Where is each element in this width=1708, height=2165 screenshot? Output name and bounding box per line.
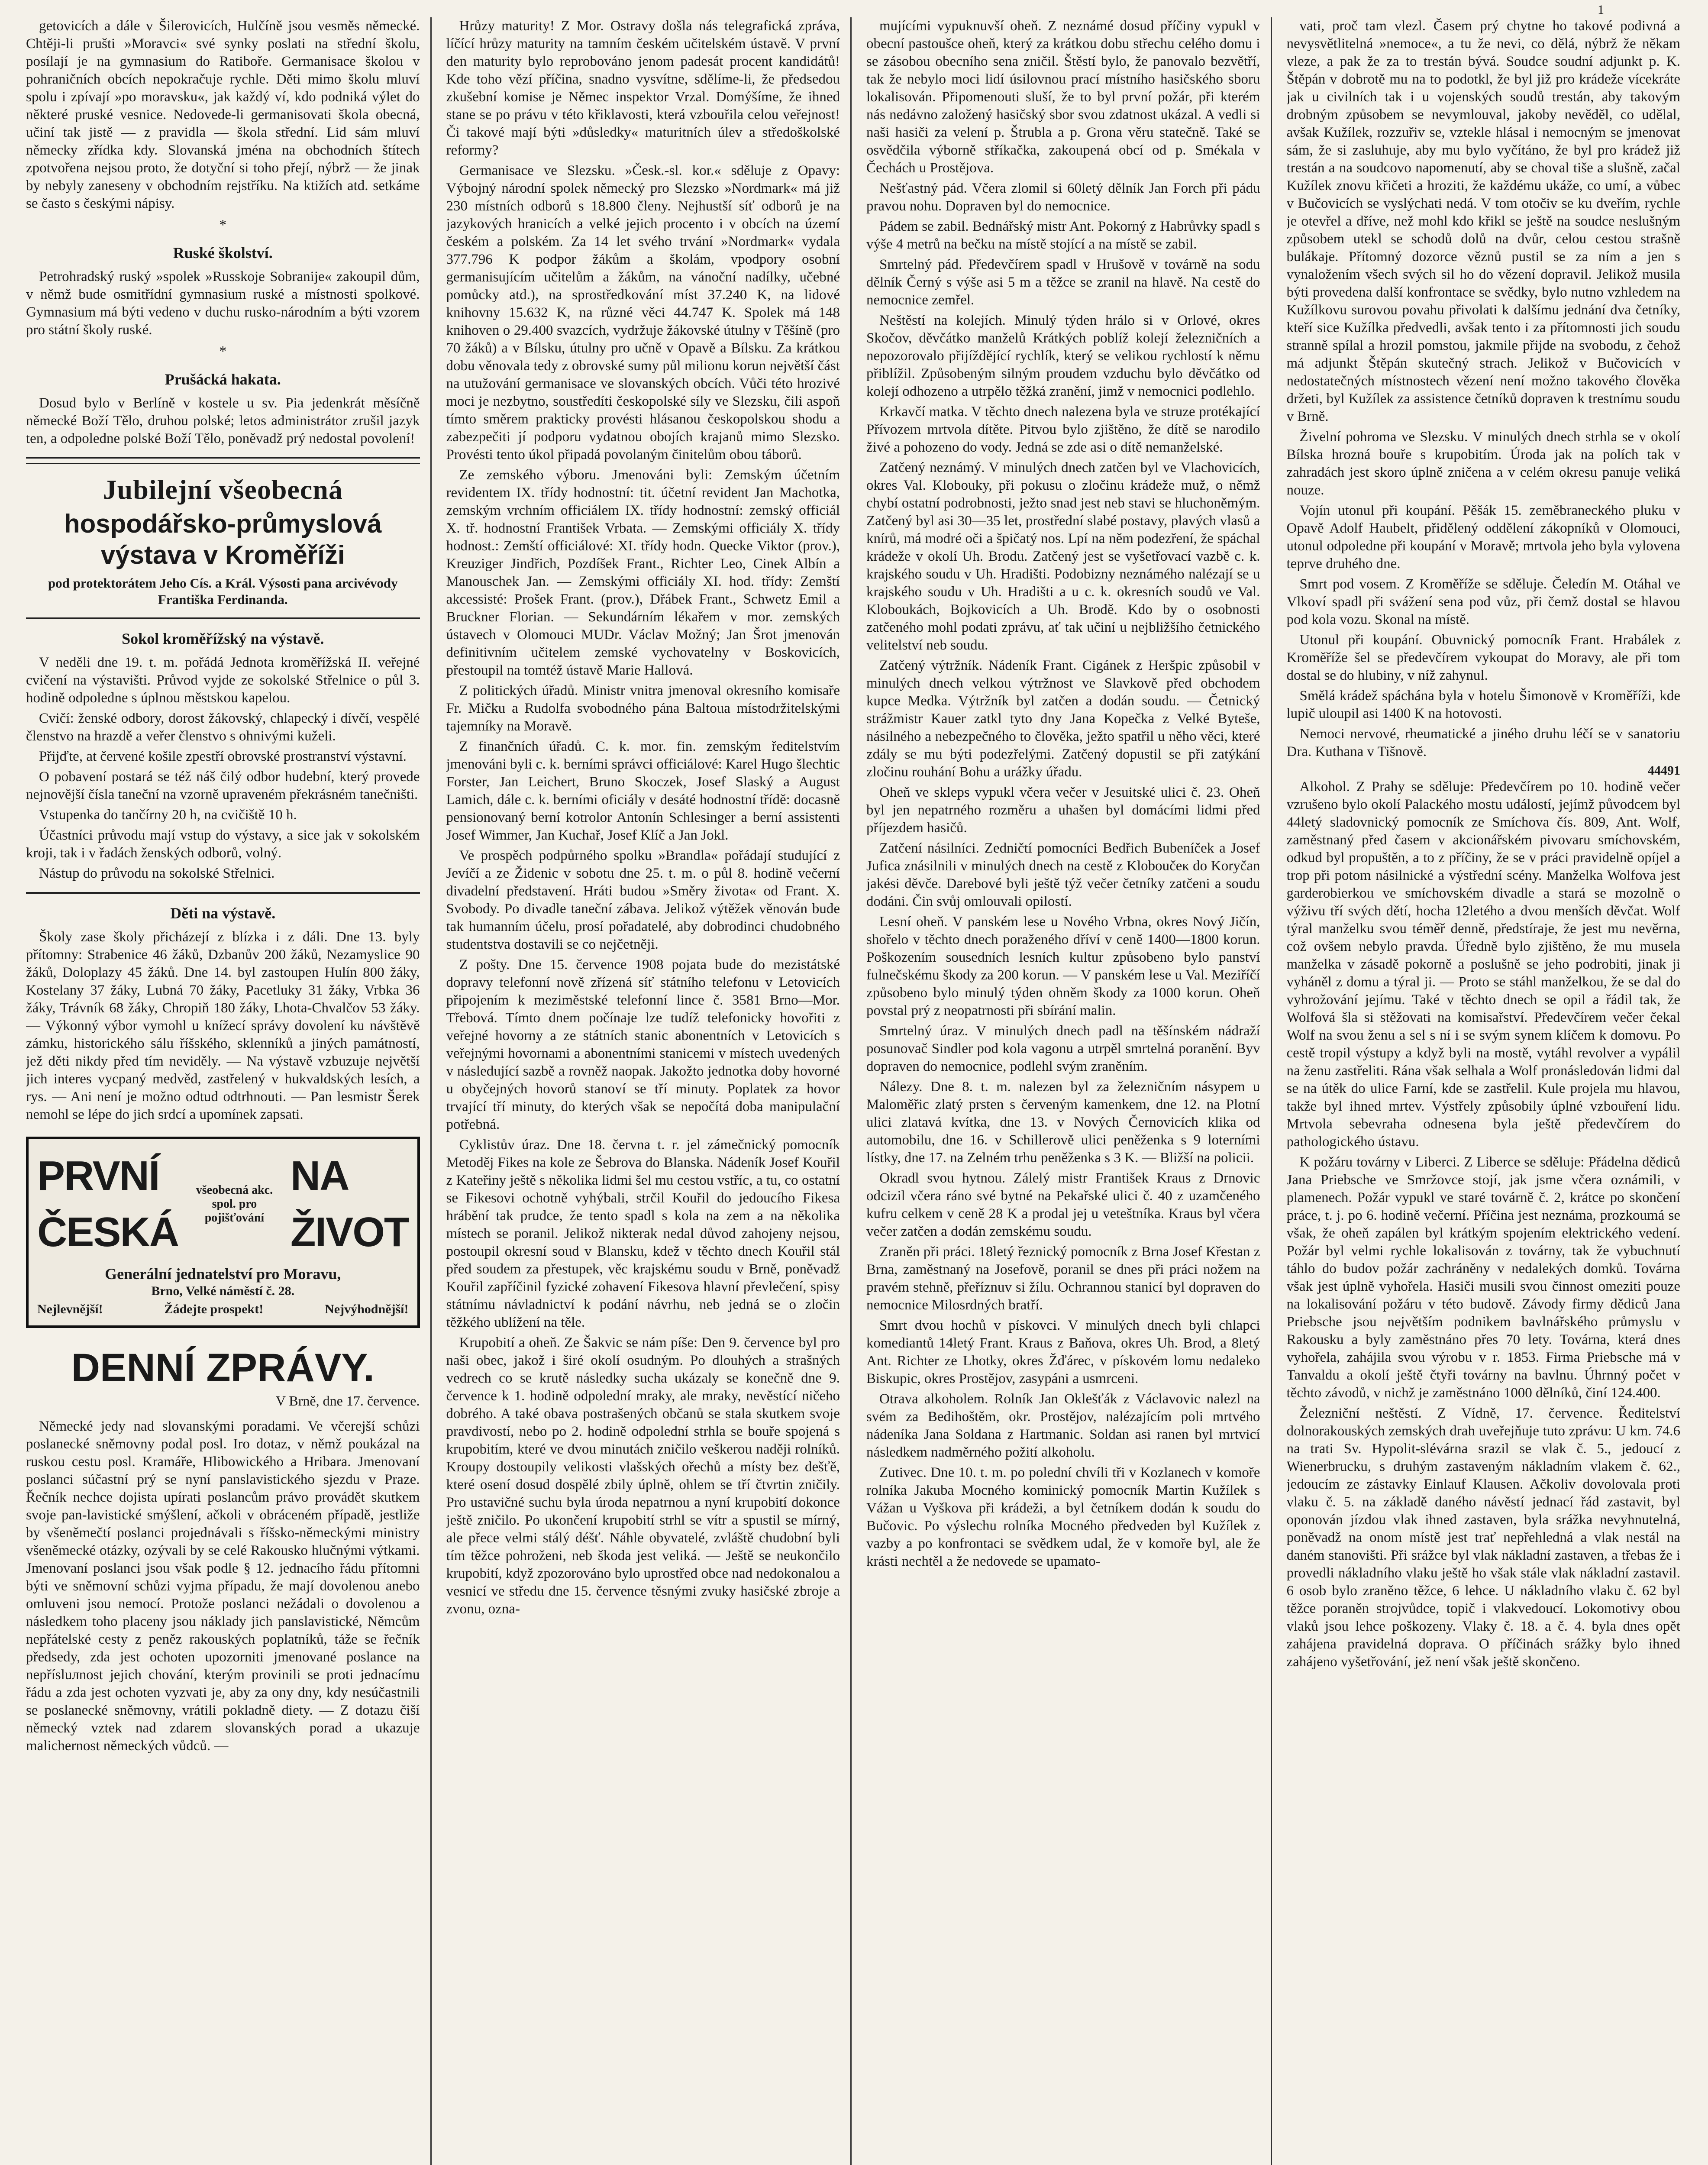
article-krupobiti: Krupobití a oheň. Ze Šakvic se nám píše: Den 9. července byl pro naši obec, jakož i širé okolí osudným. Po dlouhých a strašných vedrech co se krutě následky sucha ukázaly se konečně dne 9. července k 1. hodině odpolední mraky, ale mraky, nevěstící ničeho dobrého. A také obava postrašených občanů se stala skutkem svoje pravdivostí, nebo po 2. hodině odpolední strhla se bouře spojená s krupobitím, které ve dvou minutách zničilo veškerou naději rolníků. Kroupy dostoupily velikosti vlašských ořechů a místy bez dešťě, které osení dosud dospělé zbily úplně, ohlem se tří čtvrtin zničily. Pro ustavičné suchu byla úroda nepatrnou a nyní krupobití dokonce ještě zničilo. Po ukončení krupobití strhl se vítr a spustil se mírný, ale přece velmi stálý déšť. Náhle obyvatelé, zvláště chudobní byli tím těžce pohroženi, neb škoda jest veliká. — Ještě se neukončilo krupobití, když zpozorováno bylo uprostřed obce nad nedokonalou a vesnicí ve středu dne 15. července těsnými zvuky hasičské zbroje a zvonu, ozna- xyxy=(446,1335,840,1617)
column-2 xyxy=(446,17,852,2165)
column-4 xyxy=(1287,17,1691,2165)
ad-footer-right: Nejvýhodnější! xyxy=(325,1302,409,1316)
article-ohen-sklep: Oheň ve skleps vypukl včera večer v Jesuitské ulici č. 23. Oheň byl jen nepatrného rozměru a uhašen byl domácími lidmi před příjezdem hasičů. xyxy=(866,785,1260,836)
article-politicke-urady: Z politických úřadů. Ministr vnitra jmenoval okresního komisaře Fr. Mičku a Rudolfa svobodného pána Baltoua místodržitelskými tajemníky na Moravě. xyxy=(446,683,840,734)
article-ruske-skolstvi: Petrohradský ruský »spolek »Russkoje Sobranije« zakoupil dům, v němž bude osmitřídní gymnasium ruské a místnosti spolkové. Gymnasium má býti vedeno v duchu rusko-národním a býti vzorem pro státní školy ruské. xyxy=(26,269,420,338)
divider xyxy=(26,617,420,619)
article-prospech-spolku: Ve prospěch podpůrného spolku »Brandla« pořádají studující z Jevíčí a ze Židenic v sobotu dne 25. t. m. o půl 8. hodině večerní divadelní představení. Hráti budou »Směry života« od Frant. X. Svobody. Po divadle taneční zábava. Jelikož výtěžek věnován bude tak humanním účelu, prosí pořadatelé, aby dobrodinci chudobného studentstva dostavili se co nejčetněji. xyxy=(446,848,840,952)
ad-address: Brno, Velké náměstí č. 28. xyxy=(151,1284,295,1298)
ad-agency: Generální jednatelství pro Moravu, xyxy=(105,1265,341,1283)
article-sokol-1: V neděli dne 19. t. m. pořádá Jednota kroměřížská II. veřejné cvičení na výstavišti. Průvod vyjde ze sokolské Střelnice o půl 3. hodině odpoledne s úplnou městskou kapelou. xyxy=(26,655,420,706)
article-sokol-6: Účastníci průvodu mají vstup do výstavy, a sice jak v sokolském kroji, tak i v řadách ženských odborů, volný. xyxy=(26,827,420,861)
ad-footer xyxy=(37,1302,409,1317)
article-smrt-pod-vozem: Smrt pod vosem. Z Kroměříže se sděluje. Čeledín M. Otáhal ve Vlkoví spadl při svážení sena pod vůz, při čemž dostal se hlavou pod kola vozu. Skonal na místě. xyxy=(1286,576,1680,627)
article-sokol-7: Nástup do průvodu na sokolské Střelnici. xyxy=(39,866,275,881)
article-sokol-2: Cvičí: ženské odbory, dorost žákovský, chlapecký i dívčí, vespělé členstvo na hrazdě a veřer členstvo s ohnivými kuželi. xyxy=(26,711,420,744)
ad-footer-middle: Žádejte prospekt! xyxy=(164,1302,264,1316)
column-1 xyxy=(26,17,432,2165)
article-padem-se-zabil: Pádem se zabil. Bednářský mistr Ant. Pokorný z Habrůvky spadl s výše 4 metrů na bečku na místě stojící a na místě se zabil. xyxy=(866,219,1260,252)
article-okradl: Okradl svou hytnou. Zálelý mistr František Kraus z Drnovic odcizil včera ráno své bytné na Pekařské ulici č. 40 z uzamčeného kufru celkem v ceně 28 K a prodal jej u veteštníka. Kraus byl včera večer zatčen a dodán zemskému soudu. xyxy=(866,1170,1260,1239)
article-deti: Školy zase školy přicházejí z blízka i z dáli. Dne 13. byly přítomny: Strabenice 46 žáků, Dzbanův 200 žáků, Nezamyslice 90 žáků, Doloplazy 45 žáků. Dne 14. byl zastoupen Hulín 800 žáky, Kostelany 37 žáky, Lubná 70 žáky, Pacetluky 31 žáky, Vrbka 36 žáky, Trávník 68 žáky, Chropiň 180 žáky, Lhota-Chvalčov 53 žáky. — Výkonný výbor vymohl u knížecí správy dovolení ku návštěvě zámku, historického sálu říšského, sklenníků a jiných památností, jež děti nikdy před tím neviděly. — Na výstavě vzbuzuje největší jich interes vycpaný medvěd, zastřelený v hukvaldských lesích, a rys. — Ani není je možno odtud odtrhnouti. — Pan lesmistr Šerek nemohl se lépe do jich srdcí a upomínek zapsati. xyxy=(26,929,420,1122)
article-zatceni-nasilnici: Zatčení násilníci. Zedničtí pomocníci Bedřich Bubeníček a Josef Jufica znásilnili v minulých dnech na cestě z Kloboučeк do Koryčan jakési děvče. Darebové byli ještě týž večer četníky zatčeni a soudu dodáni. Čin svůj omlouvali opilostí. xyxy=(866,840,1260,909)
separator: * xyxy=(219,217,227,233)
article-cyklista: Cyklistův úraz. Dne 18. června t. r. jel zámečnický pomocník Metoděj Fikes na kole ze Šebrova do Blanska. Nádeník Josef Kouřil z Kateřiny ještě s několika lidmi šel mu cestou vstříc, a tu, co ostatní se Fikesovi ochotně vyhýbali, strčil Kouřil do jedoucího Fikesa hrábění tak prudce, že tento spadl s kola na zem a na několika místech se poranil. Jelikož nikterak nedal důvod zahojeny nejsou, postoupil okresní soud v Blansku, kdež v těchto dnech Kouřil stál před soudem za přestupek, věc krajskému soudu v Brně, poněvadž Kouřil zapříčinil fyzické zohavení Fikesova hlavní převlečení, spisy státnímu návladnictví k podání návrhu, neb jedná se o zločin těžkého ublížení na těle. xyxy=(446,1137,840,1330)
article-zatceny-vytrznik: Zatčený výtržník. Nádeník Frant. Cigánek z Heršpic způsobil v minulých dnech velkou výtržnost ve Slavkově před obchodem kupce Medka. Výtržník byl zatčen a dodán soudu. — Četnický strážmistr Kauer zatkl tyto dny Jana Kopečka z Velké Byteše, násilného a nebezpečného to člověka, ježto spatřil u něho věci, které zdály se mu býti podezřelými. Zatčený dopustil se při zatýkání zločinu rouhání Bohu a urážky úřadu. xyxy=(866,658,1260,780)
article-zivelni-pohroma: Živelní pohroma ve Slezsku. V minulých dnech strhla se v okolí Bílska hrozná bouře s krupobitím. Úroda jak na polích tak v zahradách jest skoro úplně zničena a v celém okresu panuje veliká nouze. xyxy=(1286,429,1680,498)
separator: * xyxy=(219,343,227,359)
article-alkohol: Alkohol. Z Prahy se sděluje: Předevčírem po 10. hodině večer vzrušeno bylo okolí Palackého mostu událostí, jejímž původcem byl 44letý sladovnický pomocník ze Smíchova čís. 809, Ant. Wolf, zaměstnaný před časem v akcionářském pivovaru smíchovském, odkud byl propuštěn, a to z příčiny, že se v práci pravidelně opíjel a trop při potom násilnické a výstřední scény. Manželka Wolfova jest garderobierkou ve smíchovském divadle a stará se mozolně o výživu tří svých dětí, hocha 12letého a dvou menších děvčat. Wolf týral manželku svou téměř denně, předstíraje, že jest mu nevěrna, což ovšem nebylo pravda. Úředně bylo zjištěno, že mu musela manželka v zásadě pokorně a poslušně se jeho podrobiti, jinak ji vyháněl z domu a týral ji. — Proto se stáhl manželkou, že se dal do vyhrožování jejímu. Také v těchto dnech se opil a řádil tak, že Wolfová šla si stěžovati na komisařství. Předevčírem večer čekal Wolf na svou ženu a sel s ní i se svým synem klíčem k domovu. Po cestě tropil výstupy a když byli na mostě, vytáhl revolver a vypálil na ženu zastřeliti. Rána však selhala a Wolf pronásledován lidmi dal se na útěk do ulice Farní, kde se zastřelil. Kule projela mu hlavou, takže byl ihned mrtev. Výstřely způsobily úplné vzbouření lidu. Mrtvola sebevraha odnesena byla ještě předevčírem do pathologického ústavu. xyxy=(1286,779,1680,1150)
article-otrava: Otrava alkoholem. Rolník Jan Oklešťák z Václavovic nalezl na svém za Bedihoštěm, okr. Prostějov, nalézajícím poli mrtvého nádeníka Jana Soldana z Hartmanic. Soldan asi ranen byl mrtvicí následkem nadměrného požití alkoholu. xyxy=(866,1391,1260,1460)
jubilee-protectorate: pod protektorátem Jeho Cís. a Král. Výsosti pana arcivévody Františka Ferdinanda. xyxy=(48,575,398,607)
article-nemecke-jedy: Německé jedy nad slovanskými poradami. Ve včerejší schůzi poslanecké sněmovny podal posl. Iro dotaz, v němž poukázal na ruskou cestu posl. Kramáře, Hlibowického a Hribara. Jmenovaní poslanci súčastní prý se nyní panslavistického sjezdu v Praze. Řečník nechce dojistа upírati poslancům právo provádět skutkem svoje pan-lavistické smýšlení, ačkoli v obráceném případě, jestliže by všeněmečtí poslanci projednávali s říšsko-německými ministry všeněmecké otázky, ozývali by se celé Rakousko hlučnými výtkami. Jmenovaní poslanci jsou však podle § 12. jednacího řádu přítomni býti ve sněmovní schůzi vyjma případu, že mají dovolenou anebo omluveni jsou nemocí. Protože poslanci nežádali o dovolenou a následkem toho placeny jsou náklady jich panslavistické, Němcům nepřátelské cesty z peněz rakouských poplatníků, táže se řečník předsedy, zda jest ochoten upozorniti jmenované poslance na nepřísluлnost jejich chování, kterým provinili se proti jednacímu řádu a zda jest ochoten vyzvati je, aby za ony dny, kdy nesúčastnili se poslanecké sněmovny, vrátili pokladně diety. — Z dotazu čiší německý vztek nad zdarem slovanských porad a ukazuje malichernost německých vůdců. — xyxy=(26,1419,420,1754)
article-zranen: Zraněn při práci. 18letý řeznický pomocník z Brna Josef Křestan z Brna, zaměstnaný na Josefově, poranil se dnes při práci nožem na pravém stehně, přeříznuv si žílu. Ochrannou stanicí byl dopraven do nemocnice Milosrdných bratří. xyxy=(866,1244,1260,1313)
page-number: 1 xyxy=(1598,3,1604,17)
columns xyxy=(26,17,1691,2165)
ad-title-row xyxy=(37,1148,409,1260)
article-krkavci-matka: Krkavčí matka. V těchto dnech nalezena byla ve struze protékající Přívozem mrtvola dítěte. Pitvou bylo zjištěno, že dítě se narodilo živé a pohozeno do vody. Jedná se zde asi o dítě nemanželské. xyxy=(866,404,1260,455)
article-continued: getovicích a dále v Šilerovicích, Hulčíně jsou vesměs německé. Chtěji-li prušti »Moravci« své synky poslati na střední školu, posílají je na gymnasium do Ratiboře. Germanisace školou v pohraničních obcích nepokračuje rychle. Děti mimo školu mluví spolu i zpívají »po moravsku«, jak každý ví, kdo podniká výlet do některé pruské vesnice. Nedovede-li germanisovati škola obecná, učiní tak jistě — z pravidla — škola střední. Lid sám mluví německy zřídka kdy. Slovanská jména na obchodních štítech zpotvořena nejsou proto, že dotyční si toho přejí, nýbrž — že jinak by nebyly zaneseny v obchodním rejstříku. Na ktižích atd. setkáme se často s českými nápisy. xyxy=(26,18,420,211)
heading-prusacka-hakata: Prušácká hakata. xyxy=(165,371,281,388)
article-smrtelny-uraz: Smrtelný úraz. V minulých dnech padl na těšínském nádraží posunovač Sindler pod kola vagonu a utrpěl smrtelná poranění. Byv dopraven do nemocnice, podlehl svým zraněním. xyxy=(866,1023,1260,1074)
ad-title-right: NA ŽIVOT xyxy=(290,1153,409,1255)
article-prusacka-hakata: Dosud bylo v Berlíně v kostele u sv. Pia jedenkrát měsíčně německé Boží Tělo, druhou polské; letos administrátor zrušil jazyk ten, a odpoledne polské Boží Tělo, poněvadž prý nedostal povolení! xyxy=(26,395,420,446)
article-nestesti-koleje: Neštěstí na kolejích. Minulý týden hrálo si v Orlové, okres Skočov, děvčátko manželů Krátkých poblíž kolejí železničních a nepozorovalo přijíždějící rychlík, který se velikou rychlostí k němu přiblížil. Způsobeným silným proudem vzduchu bylo děvčátko od kolejí odhozeno a utrpělo těžká zranění, jimž v nemocnici podlehlo. xyxy=(866,313,1260,399)
article-smrtelny-pad: Smrtelný pád. Předevčírem spadl v Hrušově v továrně na sodu dělník Černý s výše asi 5 m a těžce se zranil na hlavě. Na cestě do nemocnice zemřel. xyxy=(866,257,1260,308)
article-utonul: Utonul při koupání. Obuvnický pomocník Frant. Hrabálek z Kroměříže šel se předevčírem vykoupat do Moravy, ale při tom dostal se do hlubiny, v níž zahynul. xyxy=(1286,632,1680,683)
dateline: V Brně, dne 17. července. xyxy=(275,1393,420,1409)
article-zatceny-neznamy: Zatčený neznámý. V minulých dnech zatčen byl ve Vlachovicích, okres Val. Klobouky, při pokusu o zločinu krádeže muž, o němž chybí ostatní podrobnosti, ježto snad jest neb stavi se hluchoněmým. Zatčený byl asi 30—35 let, prostřední slabé postavy, plavých vlasů a knírů, má modré oči a špičatý nos. Lpí na něm podezření, že spáchal krádeže v okolí Uh. Brodu. Zatčený jest se vyšetřovací vazbě c. k. krajského soudu v Uh. Hradišti. Podobizny neznámého nalézají se u krajského soudu v Uh. Hradišti a u c. k. okresních soudů ve Val. Kloboukách, Bojkovicích a Uh. Brodě. Kdo by o osobnosti zatčeného mohl podati zprávu, ať tak učiní u nejbližšího četnického velitelství neb soudu. xyxy=(866,460,1260,653)
advert-nemoci-nervove: Nemoci nervové, rheumatické a jiného druhu léčí se v sanatoriu Dra. Kuthana v Tišnově. xyxy=(1286,726,1680,759)
article-vojin-utonul: Vojín utonul při koupání. Pěšák 15. zeměbraneckého pluku v Opavě Adolf Haubelt, přidělený oddělení zákopníků v Olomouci, utonul odpoledne při koupání v Moravě; mrtvola jeho byla vylovena teprve druhého dne. xyxy=(1286,503,1680,572)
article-nestastny-pad: Nešťastný pád. Včera zlomil si 60letý dělník Jan Forch při pádu pravou nohu. Dopraven byl do nemocnice. xyxy=(866,181,1260,214)
heading-ruske-skolstvi: Ruské školství. xyxy=(173,244,273,262)
jubilee-subtitle: hospodářsko-průmyslová výstava v Kroměříži xyxy=(64,509,382,569)
article-financni-urady: Z finančních úřadů. C. k. mor. fin. zemským ředitelstvím jmenováni byli c. k. berními správci officiálové: Karel Hugo šlechtic Forster, Jan Leichert, Bruno Skoczek, Josef Slaský a August Lamich, dále c. k. berními oficiály v desáté hodnostní třídě: docasně pensionovaný berní kotrolor Antonín Schlesinger a berní assistenti Josef Wimmer, Jan Kuchař, Josef Klíč a Jan Jokl. xyxy=(446,739,840,843)
article-sokol-3: Přijďte, at červené košile zpestří obrovské prostranství výstavní. xyxy=(39,749,407,764)
article-nalezy: Nálezy. Dne 8. t. m. nalezen byl za železničním násypem u Maloměřic zlatý prsten s červeným kamenkem, dne 12. na Plotní ulici zlatavá kvítka, dne 13. v Nových Černovicích klika od automobilu, dne 16. v Schillerově ulici peněženka s 9 loterními lístky, dne 17. na Zelném trhu peněženka s 3 K. — Bližší na policii. xyxy=(866,1079,1260,1166)
ad-footer-left: Nejlevnější! xyxy=(37,1302,103,1316)
heading-deti: Děti na výstavě. xyxy=(170,905,276,922)
article-zeleznicni-nestesti: Železniční neštěstí. Z Vídně, 17. července. Ředitelství dolnorakouských zemských drah uveřejňuje tuto zprávu: U km. 74.6 na trati Sv. Hypolit-slévárna srazil se vlak č. 5., jedoucí z Wienerbrucku, s druhým zastaveným nákladním vlakem č. 62., jedoucím ze zástavky Einlauf Klausen. Ačkoliv dovolovala proti vlaku č. 5. na základě daného návěstí jednací řád zastavit, byl oponován jízdou vlak ihned zastaven, byla srážka nevyhnutelná, poněvadž na onom místě jest trať nepřehledná a vlak nestál na daném stanovišti. Při srážce byl vlak nákladní zastaven, a třebas že i provedli nákladního vlaku ještě ho však stále vlak nákladní zastavil. 6 osob bylo zraněno těžce, 6 lehce. U nákladního vlaku č. 62 byl těžce poraněn strojvůdce, topič i vlakvedoucí. Lokomotivy obou vlaků jsou lehce poškozeny. Vlaky č. 18. a č. 4. byla dnes opět zahájena pravidelná doprava. O příčinách srážky bylo ihned zahájeno vyšetřování, jež není však ještě skončeno. xyxy=(1286,1406,1680,1670)
article-zutivec: Zutivec. Dne 10. t. m. po polední chvíli tři v Kozlanech v komoře rolníka Jakuba Mocného kominický pomocník Martin Kužílek s Vážan u Vyškova při krádeži, a byl četníkem dodán k soudu do Bučovic. Po výslechu rolníka Mocného předveden byl Kužílek z vazby a po konfrontaci se svědkem udal, že v komoře byl, ale že krásti nechtěl a že nedovede se upamato- xyxy=(866,1465,1260,1569)
divider xyxy=(26,457,420,464)
jubilee-title: Jubilejní všeobecná xyxy=(103,474,343,505)
article-sokol-5: Vstupenka do tančírny 20 h, na cvičiště 10 h. xyxy=(39,807,297,823)
article-zutivec-continued: vati, proč tam vlezl. Časem prý chytne ho takové podivná a nevysvětlitelná »nemoce«, a tu že nevi, co dělá, nýbrž že někam vleze, a pak že za to trestán bývá. Soudce soudní adjunkt p. K. Štěpán v dobrotě mu na to podotkl, že byl již pro krádeže vícekráte jak u civilních tak i u vojenských soudů trestán, aby takovým drobným způsobem se nevymlouval, jakoby nevěděl, co udělal, avšak Kužílek, rozzuřiv se, vztekle hlásal i nemocným se jmenovat sám, že si zasluhuje, aby mu bylo vyčítáno, že byl pro krádež již trestán a na soudcovo napomenutí, aby se choval tiše a slušně, začal Kužílek znovu křičeti a hroziti, že každému ukáže, co umí, a vůbec v Bučovicích se vyslýchati nedá. V tom otočiv se ku dveřím, rychle je otevřel a dříve, než mohl kdo křikl se ještě na soudce neslušným způsobem utekl se schodů dolů na dvůr, celou cestou strašně bulákaje. Přítomný dozorce věznů pustil se za ním a jen s vynaložením všech svých sil ho do vězení dopravil. Jelikož musila býti provedena další konfrontace se svědky, bylo nutno vzhledem na Kužílkovu surovou povahu přivolati k dalšímu jednání dva četníky, kteří sice Kužílka předvedli, avšak tento i za přítomnosti jich soudu stranně spílal a hrozil pomstou, jakmile přijde na svobodu, z čehož má adjunkt Štěpán skutečný strach. Jelikož v Bučovicích v nedostatečných místnostech vězení není možno takového člověka držeti, byl Kužílek za assistence četníků dopraven k trestnímu soudu v Brně. xyxy=(1286,18,1680,424)
article-lesni-ohen: Lesní oheň. V panském lese u Nového Vrbna, okres Nový Jičín, shořelo v těchto dnech poraženého dříví v ceně 1400—1800 korun. Poškozením sousedních lesních kultur způsobeno bylo panství fulnečskému škody za 200 korun. — V panském lese u Val. Meziříčí způsobeno bylo minulý týden ohněm škody za 1000 korun. Oheň povstal prý z neopatrnosti při sbírání malin. xyxy=(866,914,1260,1018)
section-title-denni-zpravy: DENNÍ ZPRÁVY. xyxy=(71,1346,375,1390)
insurance-advert xyxy=(26,1137,420,1328)
article-zemsky-vybor: Ze zemského výboru. Jmenováni byli: Zemským účetním revidentem IX. třídy hodnostní: tit. účetní revident Jan Machotka, zemským vrchním officiálem IX. třídy hodnostní: zemský officiál X. tř. hodnostní František Vrbata. — Zemskými officiály X. třídy hodnost.: Zemští officiálové: XI. třídy hodn. Quecke Viktor (prov.), Kreuziger Jindřich, Pozdíšek Frant., Richter Leo, Cinek Albín a Manouschek Jan. — Zemskými officiály XI. hod. třídy: Zemští akcessisté: Prošek Frant. (prov.), Dřábek Frant., Schwetz Emil a Bruckner Florian. — Sekundárním lékařem v mor. zemských ústavech v Olomouci MUDr. Václav Možný; Jan Šrot jmenován definitivním učitelem zemské vychovatelny v Boskovicích, přestoupil na tomtéž ústavě Marie Hallová. xyxy=(446,467,840,678)
article-sokol-4: O pobavení postará se též náš čilý odbor hudební, který provede nejnovější čísla taneční na vzorně upraveném překrásném tanečništi. xyxy=(26,769,420,802)
article-ohen-continued: mujícími vypuknuvší oheň. Z neznámé dosud příčiny vypukl v obecní pastoušce oheň, který za krátkou dobu střechu celého domu i se zásobou obecního sena zničil. Štěstí bylo, že panovalo bezvětří, tak že nebylo moci lidí úsilovnou prací místního hasičského sboru lokalisován. Připomenouti sluší, že to byl první požár, při kterém nás nedávno založený hasičský sbor svou zdatnost ukázal. A vedli si naši hasiči za velení p. Štrubla a p. Grona věru statečně. Také se osvědčila výborně stříkačka, zakoupená obcí od p. Smékala v Čechách u Prostějova. xyxy=(866,18,1260,176)
heading-sokol: Sokol kroměřížský na výstavě. xyxy=(122,630,324,647)
article-smela-kradez: Smělá krádež spáchána byla v hotelu Šimonově v Kroměříži, kde lupič uloupil asi 1400 K na hotovosti. xyxy=(1286,688,1680,721)
column-3 xyxy=(866,17,1272,2165)
divider xyxy=(26,892,420,894)
ad-title-middle: všeobecná akc. spol. pro pojišťování xyxy=(196,1183,273,1225)
advert-number: 44491 xyxy=(1648,763,1680,778)
article-pozar-tovarny: K požáru továrny v Liberci. Z Liberce se sděluje: Přádelna dědiců Jana Priebsche ve Smržovce stojí, jak jsme včera oznámili, v plamenech. Požár vypukl ve staré továrně č. 2, krátce po skončení práce, t. j. po 6. hodině večerní. Příčina jest neznáma, prozkoumá se však, že oheň zapálen byl krátkým spojením elektrického vedení. Požár byl velmi rychle lokalisován z továrny, tak že vybuchnutí táhlo do budov požár zachráněny v nedalekých domků. Továrna však jest úplně vyhořela. Hasiči musili svou činnost omeziti pouze na lokalisování požáru v této budově. Závody firmy dědiců Jana Priebsche jsou největším podnikem bavlnářského průmyslu v Rakousku a byly zaměstnáno přes 70 lety. Továrna, která dnes vyhořela, zahájila svou výrobu v r. 1853. Firma Priebsche má v Tanvaldu a okolí ještě čtyři továrny na bavlnu. Úhrnný počet v těchto závodů, v nichž je zaměstnáno 1000 dělníků, činí 124.400. xyxy=(1286,1154,1680,1401)
article-germanisace: Germanisace ve Slezsku. »Česk.-sl. kor.« sděluje z Opavy: Výbojný národní spolek německý pro Slezsko »Nordmark« má již 230 místních odborů s 18.800 členy. Nejhustší síť odborů je na jazykových hranicích a velké jejich procento i v obcích na území českém a polském. Za 14 let svého trvání »Nordmark« vydala 377.796 K podpor žákům a školám, vpodpory osobní germanisujícím učitelům a žákům, na vánoční nadílky, učebné pomůcky atd.), na sprostředkování míst 37.240 K, na lidové knihovny 15.632 K, na různé věci 44.747 K. Spolek má 148 knihoven o 29.400 svazcích, vydržuje žákovské útulny v Těšíně (pro 70 žáků) a v Bílsku, útulny pro učně v Opavě a Bílsku. Za krátkou dobu věnovala tedy z obrovské sumy půl milionu korun největší část na utužování germanisace ve slovanských obcích. Vůči této hrozivé moci je nezbytno, soustředíti českopolské síly ve Slezsku, čili aspoň tímto směrem prakticky provésti hlásanou českopolskou shodu a zabezpečiti jí podporu vydatnou obojích krajanů mimo Slezsko. Provésti tento úkol připadá povolaným činitelům obou táborů. xyxy=(446,163,840,462)
ad-title-left: PRVNÍ ČESKÁ xyxy=(37,1153,179,1255)
article-hruzy-maturity: Hrůzy maturity! Z Mor. Ostravy došla nás telegrafická zpráva, líčící hrůzy maturity na tamním českém učitelském ústavě. V první den maturity bylo reprobováno jenom padesát procent kandidátů! Kde toho vězí příčina, snadno vysvítne, sdělíme-li, že předsedou zkušební komise je Němec inspektor Vrzal. Domýšíme, že ihned stane se po právu v této křiklavosti, která vzbouřila celou veřejnost! Či takové mají býti »důsledky« maturitních úlev a středoškolské reformy? xyxy=(446,18,840,158)
article-posta: Z pošty. Dne 15. července 1908 pojata bude do mezistátské dopravy telefonní nově zřízená síť státního telefonu v Letovicích připojením k meziměstské telefonní lince č. 3581 Brno—Mor. Třebová. Tímto dnem počínaje lze tudíž telefonicky hovořiti z veřejné hovorny a ze státních stanic abonentních v Letovicích s veřejnými hovornami a abonentními stanicemi v místech uvedených v následující sazbě a rovněž naopak. Jakožto jednotka doby hovorné u obyčejných hovorů stanoví se tří minuty. Poplatek za hovor trvající tří minuty, do kterých však se nepočítá doba manipulační potřebná. xyxy=(446,957,840,1132)
article-smrt-hochu: Smrt dvou hochů v pískovci. V minulých dnech byli chlapci komediantů 14letý Frant. Kraus z Baňova, okres Uh. Brod, a 8letý Ant. Richter ze Lhotky, okres Žďárec, v pískovém lomu nedaleko Biskupic, okres Prostějov, zasypáni a usmrceni. xyxy=(866,1318,1260,1386)
